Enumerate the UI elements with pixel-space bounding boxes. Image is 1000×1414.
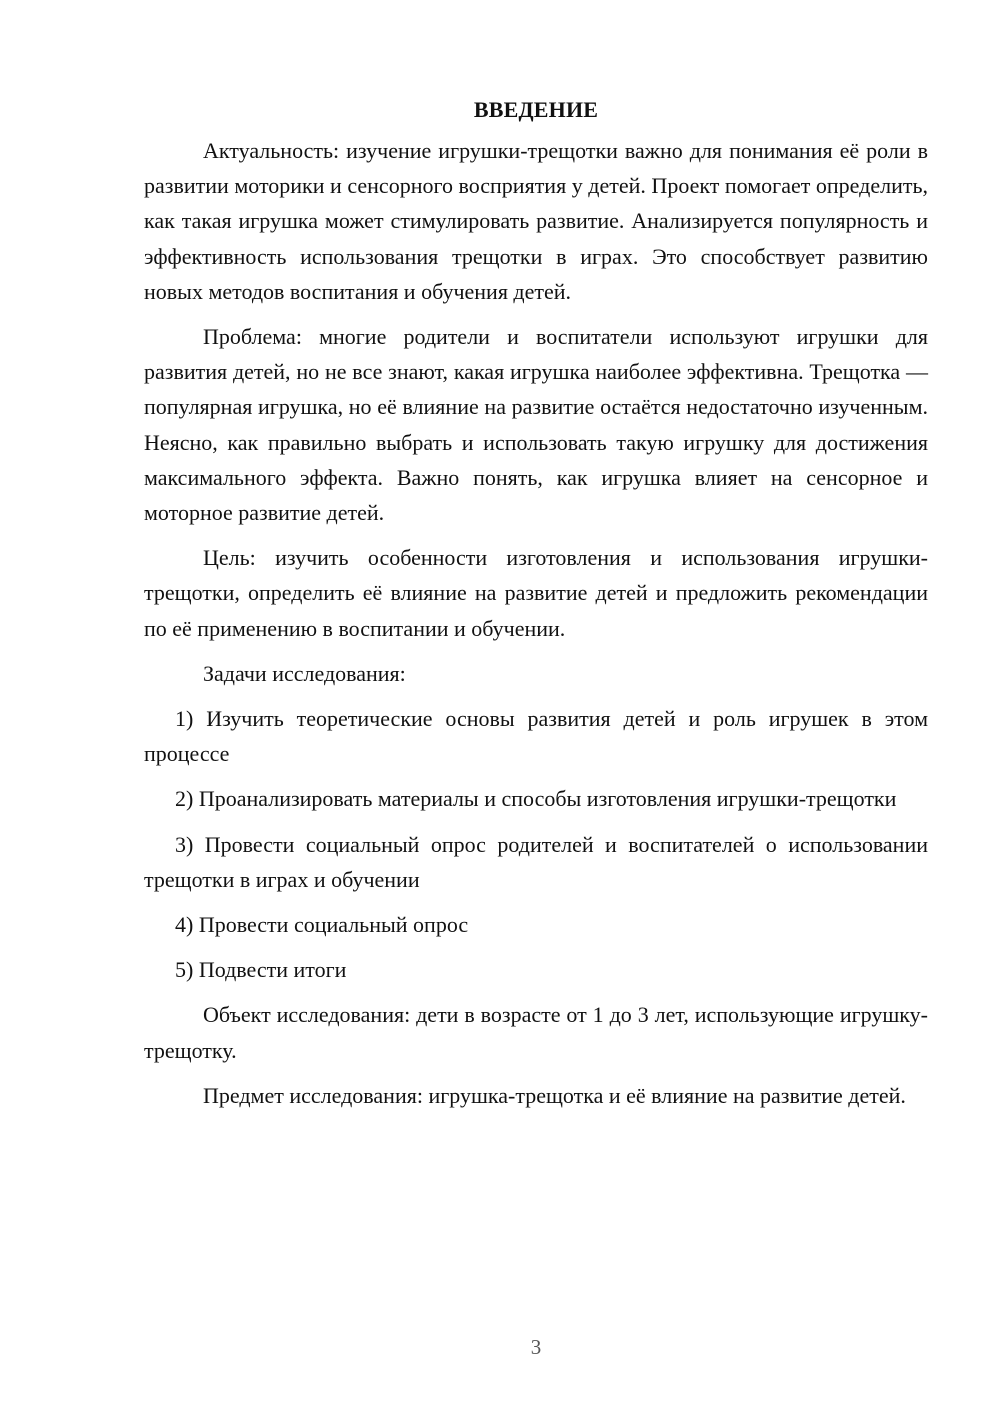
task-item-5: 5) Подвести итоги bbox=[175, 957, 347, 983]
task-item-2: 2) Проанализировать материалы и способы изготовления игрушки-трещотки bbox=[175, 786, 897, 812]
tasks-heading: Задачи исследования: bbox=[203, 660, 406, 686]
research-object-paragraph: Объект исследования: дети в возрасте от 1 до 3 лет, использующие игрушку-трещотку. bbox=[144, 1002, 928, 1063]
page-content bbox=[144, 92, 928, 1123]
goal-paragraph: Цель: изучить особенности изготовления и использования игрушки-трещотки, определить её влияние на развитие детей и предложить рекомендации по её применению в воспитании и обучении. bbox=[144, 545, 928, 641]
problem-paragraph: Проблема: многие родители и воспитатели используют игрушки для развития детей, но не все знают, какая игрушка наиболее эффективна. Трещотка — популярная игрушка, но её влияние на развитие остаётся недостаточно изученным. Неясно, как правильно выбрать и использовать такую игрушку для достижения максимального эффекта. Важно понять, как игрушка влияет на сенсорное и моторное развитие детей. bbox=[144, 324, 928, 526]
task-item-1: 1) Изучить теоретические основы развития детей и роль игрушек в этом процессе bbox=[144, 706, 928, 767]
relevance-paragraph: Актуальность: изучение игрушки-трещотки важно для понимания её роли в развитии моторики и сенсорного восприятия у детей. Проект помогает определить, как такая игрушка может стимулировать развитие. Анализируется популярность и эффективность использования трещотки в играх. Это способствует развитию новых методов воспитания и обучения детей. bbox=[144, 138, 928, 304]
task-item-4: 4) Провести социальный опрос bbox=[175, 912, 469, 938]
section-title: ВВЕДЕНИЕ bbox=[473, 97, 599, 122]
task-item-3: 3) Провести социальный опрос родителей и воспитателей о использовании трещотки в играх и обучении bbox=[144, 831, 928, 892]
page-number: 3 bbox=[530, 1335, 542, 1359]
research-subject-paragraph: Предмет исследования: игрушка-трещотка и её влияние на развитие детей. bbox=[203, 1082, 906, 1108]
